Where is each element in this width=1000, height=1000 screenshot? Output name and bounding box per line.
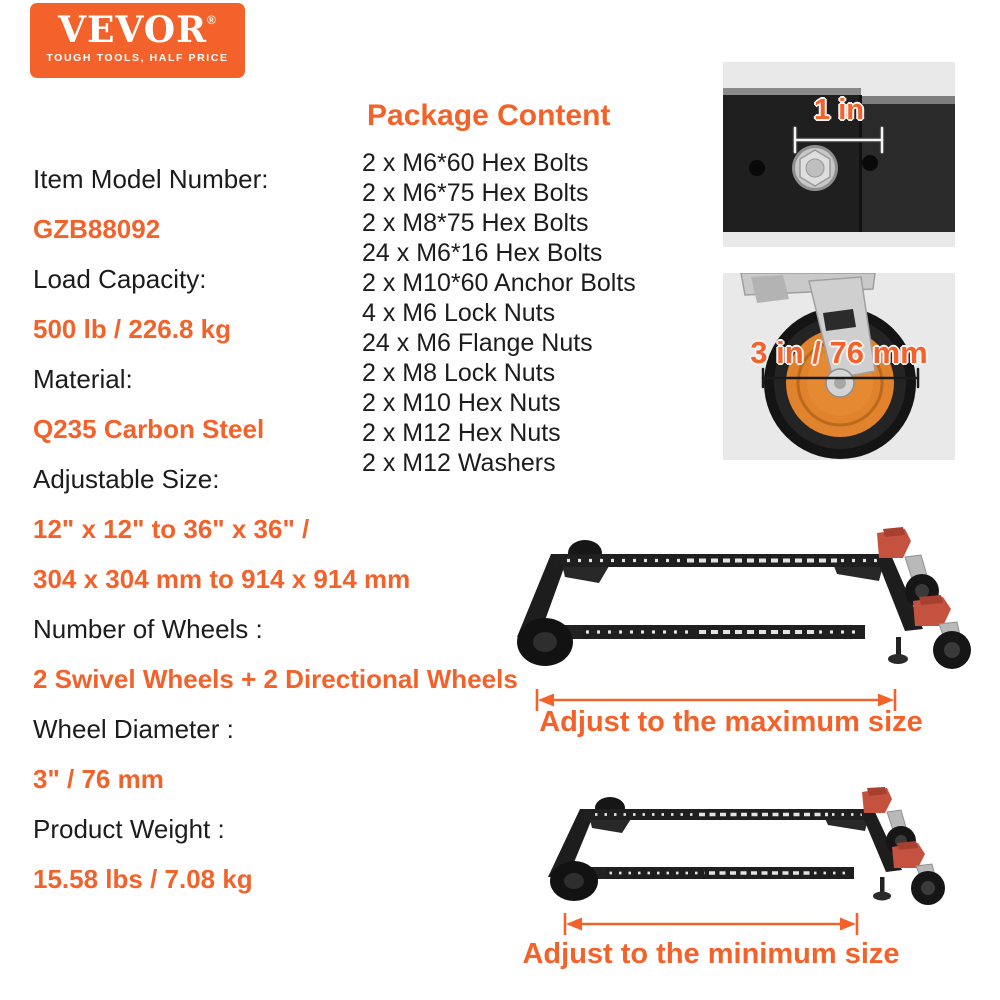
package-content-item: 24 x M6 Flange Nuts [362,329,593,357]
wheel-diameter-callout: 3 in / 76 mm [750,335,928,370]
vevor-logo [30,3,245,78]
max-size-caption: Adjust to the maximum size [539,706,923,738]
spec-line: Product Weight : [33,814,225,844]
base-min-illustration [540,787,950,905]
package-content-item: 4 x M6 Lock Nuts [362,299,556,327]
spec-line: Adjustable Size: [33,464,220,494]
package-content-item: 24 x M6*16 Hex Bolts [362,239,603,267]
brand-text: VEVOR [58,9,208,51]
spec-line: Wheel Diameter : [33,714,234,744]
brand-tagline: TOUGH TOOLS, HALF PRICE [46,52,229,64]
package-content-item: 2 x M8 Lock Nuts [362,359,556,387]
base-min-photo [540,787,950,905]
spec-line: Number of Wheels : [33,614,263,644]
package-content-item: 2 x M6*60 Hex Bolts [362,149,589,177]
package-content-item: 2 x M10 Hex Nuts [362,389,561,417]
spec-line: GZB88092 [33,214,161,244]
package-content-item: 2 x M10*60 Anchor Bolts [362,269,636,297]
package-content-item: 2 x M12 Washers [362,449,556,477]
base-max-illustration [505,527,975,672]
spec-line: 12" x 12" to 36" x 36" / [33,514,310,544]
spec-line: 15.58 lbs / 7.08 kg [33,864,253,894]
spec-line: 3" / 76 mm [33,764,164,794]
spec-line: Item Model Number: [33,164,269,194]
brand-wordmark [58,9,217,51]
rail-illustration [723,62,955,247]
spec-line: Load Capacity: [33,264,207,294]
spec-line: 304 x 304 mm to 914 x 914 mm [33,564,411,594]
package-content-list [362,148,636,478]
package-content-title: Package Content [367,99,611,132]
package-content-item: 2 x M12 Hex Nuts [362,419,561,447]
min-size-arrow [558,912,864,936]
base-max-photo [505,527,975,672]
bolt-spacing-callout: 1 in [814,94,864,126]
spec-line: 2 Swivel Wheels + 2 Directional Wheels [33,664,518,694]
spec-line: Material: [33,364,133,394]
registered-mark: ® [207,13,217,27]
package-content-item: 2 x M8*75 Hex Bolts [362,209,589,237]
spec-line: 500 lb / 226.8 kg [33,314,232,344]
spec-line: Q235 Carbon Steel [33,414,265,444]
caster-wheel-photo [723,273,955,460]
package-content-item: 2 x M6*75 Hex Bolts [362,179,589,207]
rail-closeup-photo [723,62,955,247]
min-size-caption: Adjust to the minimum size [522,938,900,970]
